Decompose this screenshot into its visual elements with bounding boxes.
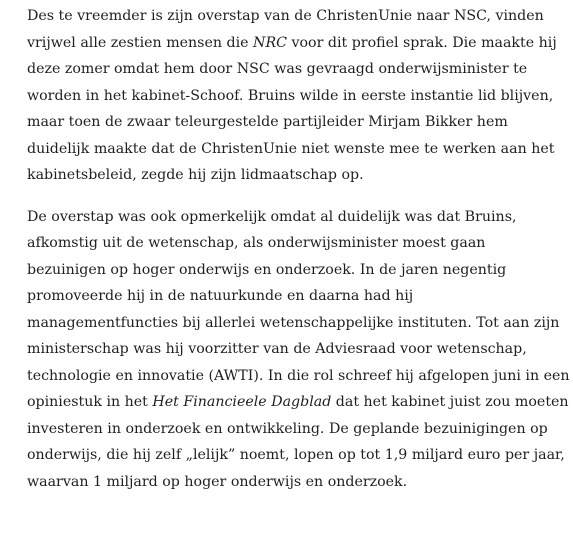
newspaper-name-fd: Het Financieele Dagblad — [152, 394, 332, 410]
text-line: afkomstig uit de wetenschap, als onderwijsminister moest gaan — [27, 235, 486, 251]
text-line: investeren in onderzoek en ontwikkeling. De geplande bezuinigingen op — [27, 420, 548, 437]
paragraph-2 — [27, 204, 570, 496]
text-line: managementfuncties bij allerlei wetenschappelijke instituten. Tot aan zijn — [27, 314, 560, 331]
text-line: technologie en innovatie (AWTI). In die rol schreef hij afgelopen juni in een — [27, 367, 570, 384]
text-line — [27, 389, 567, 416]
text-line: bezuinigen op hoger onderwijs en onderzoek. In de jaren negentig — [27, 261, 507, 278]
text-line: Des te vreemder is zijn overstap van de ChristenUnie naar NSC, vinden — [27, 8, 544, 24]
newspaper-name-nrc: NRC — [253, 34, 287, 51]
text-line: kabinetsbeleid, zegde hij zijn lidmaatschap op. — [27, 167, 364, 183]
text-line: duidelijk maakte dat de ChristenUnie niet wenste mee te werken aan het — [27, 140, 555, 157]
text-run: dat het kabinet juist zou moeten — [331, 394, 569, 410]
text-line — [27, 30, 567, 57]
text-run: opiniestuk in het — [27, 394, 153, 410]
text-run: voor dit profiel sprak. Die maakte hij — [286, 34, 557, 51]
text-line: worden in het kabinet-Schoof. Bruins wilde in eerste instantie lid blijven, — [27, 87, 554, 104]
text-line: maar toen de zwaar teleurgestelde partijleider Mirjam Bikker hem — [27, 114, 508, 130]
text-line: waarvan 1 miljard op hoger onderwijs en onderzoek. — [27, 473, 408, 490]
text-line: onderwijs, die hij zelf „lelijk” noemt, lopen op tot 1,9 miljard euro per jaar, — [27, 447, 565, 463]
text-line: promoveerde hij in de natuurkunde en daarna had hij — [27, 288, 414, 304]
paragraph-1 — [27, 3, 567, 189]
text-line: De overstap was ook opmerkelijk omdat al duidelijk was dat Bruins, — [27, 208, 517, 225]
text-line: ministerschap was hij voorzitter van de Adviesraad voor wetenschap, — [27, 341, 527, 357]
text-line: deze zomer omdat hem door NSC was gevraagd onderwijsminister te — [27, 61, 528, 77]
text-run: vrijwel alle zestien mensen die — [27, 34, 254, 51]
